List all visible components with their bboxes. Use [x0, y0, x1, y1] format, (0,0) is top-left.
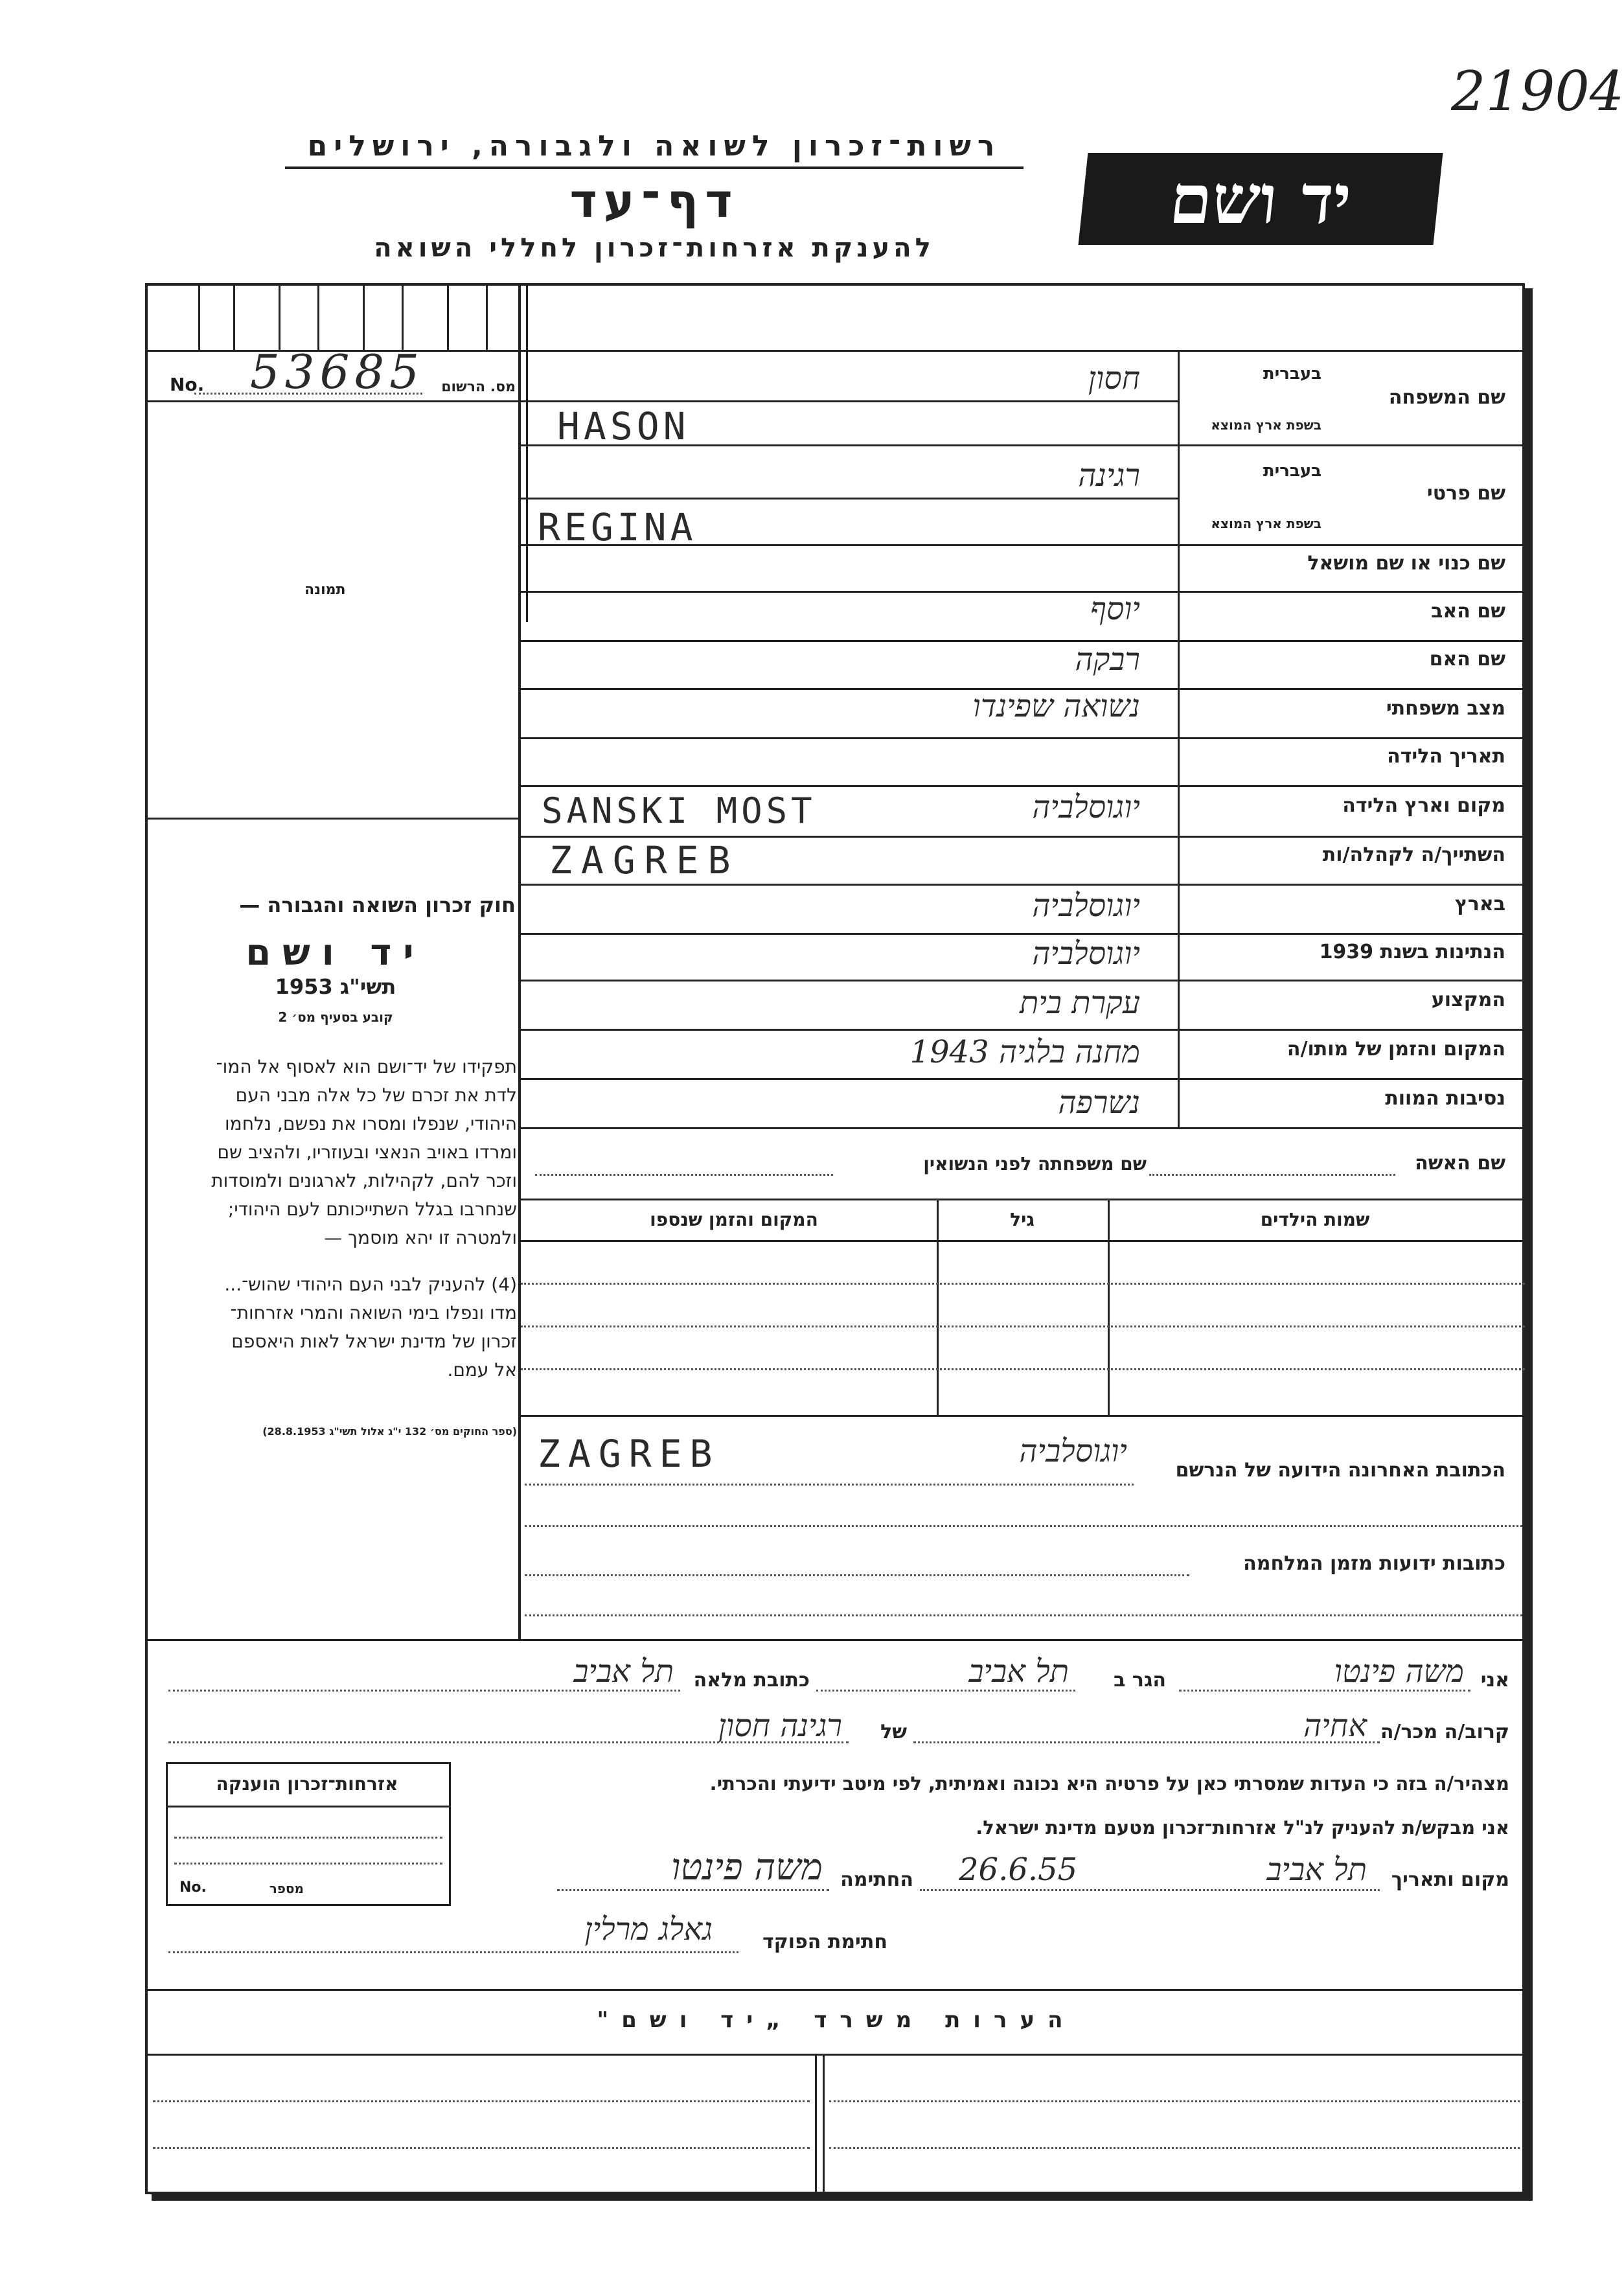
- citizenship-no-label: No.: [179, 1879, 207, 1896]
- registration-number: 53685: [250, 345, 425, 399]
- citizenship-granted-box: [166, 1762, 451, 1906]
- declaration-text: מצהיר/ה בזה כי העדות שמסרתי כאן על פרטיה היא נכונה ואמיתית, לפי מיטב ידיעתי והכרתי.: [709, 1773, 1509, 1795]
- last-address-label: הכתובת האחרונה הידועה של הנרשם: [1175, 1459, 1505, 1482]
- death-circumstances-value: נשרפה: [1058, 1084, 1140, 1121]
- relative-label: קרוב/ה מכר/ה: [1380, 1721, 1509, 1743]
- law-year: תשי"ג 1953: [275, 974, 396, 999]
- law-line: וזכר להם, לקהילות, לארגונים ולמוסדות: [211, 1170, 517, 1191]
- header-authority: רשות־זכרון לשואה ולגבורה, ירושלים: [285, 130, 1024, 169]
- photo-label: תמונה: [304, 582, 346, 598]
- community-label: השתייך/ה לקהלה/ות: [1322, 843, 1505, 866]
- inspector-signature: גאלג מרלין: [584, 1911, 713, 1947]
- law-line: (4) להעניק לבני העם היהודי שהוש־...: [224, 1274, 517, 1295]
- law-line: ולמטרה זו יהא מוסמך —: [324, 1227, 517, 1248]
- marital-status-label: מצב משפחתי: [1386, 697, 1505, 720]
- frame-shadow-right: [1525, 288, 1533, 2199]
- family-name-label: שם המשפחה: [1388, 386, 1505, 409]
- law-citation: (ספר החוקים מס׳ 132 י"ג אלול תשי"ג 28.8.1953): [262, 1425, 517, 1438]
- logo-text: יד ושם: [1166, 159, 1355, 239]
- declaration-place: תל אביב: [1266, 1852, 1367, 1888]
- archive-number: 21904: [1451, 60, 1624, 123]
- declarant-i-label: אני: [1480, 1669, 1509, 1692]
- nationality-1939-label: הנתינות בשנת 1939: [1319, 941, 1505, 963]
- country-label: בארץ: [1454, 893, 1505, 915]
- children-place-time-header: המקום והזמן שנספו: [650, 1209, 818, 1230]
- first-name-label: שם פרטי: [1426, 482, 1505, 505]
- wife-name-label: שם האשה: [1415, 1152, 1505, 1175]
- family-name-origin-sublabel: בשפת ארץ המוצא: [1211, 417, 1321, 433]
- first-name-hebrew-value: רגינה: [1078, 457, 1140, 494]
- law-section: קובע בסעיף מס׳ 2: [278, 1009, 393, 1025]
- birthplace-hebrew-value: יוגוסלביה: [1032, 789, 1140, 825]
- header-subtitle: להענקת אזרחות־זכרון לחללי השואה: [374, 233, 935, 263]
- death-place-time-value: מחנה בלגיה 1943: [909, 1034, 1140, 1070]
- mother-name-label: שם האם: [1429, 648, 1505, 671]
- law-line: לדת את זכרם של כל אלה מבני העם: [235, 1084, 517, 1106]
- children-age-header: גיל: [1010, 1209, 1035, 1230]
- declarant-city: תל אביב: [968, 1653, 1069, 1690]
- mother-name-value: רבקה: [1075, 641, 1140, 678]
- last-address-latin-value: ZAGREB: [538, 1432, 720, 1476]
- law-line: היהודי, שנפלו ומסרו את נפשם, נלחמו: [225, 1113, 517, 1134]
- death-circumstances-label: נסיבות המוות: [1385, 1087, 1505, 1110]
- office-notes-title: הערות משרד „יד ושם": [597, 2007, 1076, 2033]
- full-address-label: כתובת מלאה: [693, 1669, 810, 1692]
- law-line: אל עמם.: [447, 1359, 517, 1381]
- law-line: מדו ונפלו בימי השואה והמרי אזרחות־: [230, 1302, 517, 1324]
- resides-label: הגר ב: [1114, 1669, 1166, 1692]
- community-latin-value: ZAGREB: [549, 838, 740, 882]
- registration-no-label: No.: [170, 374, 205, 395]
- inspector-signature-label: חתימת הפוקד: [762, 1931, 887, 1953]
- declarant-address: תל אביב: [573, 1653, 674, 1690]
- declarant-relation: אחיה: [1303, 1708, 1367, 1744]
- yad-vashem-logo: [1079, 153, 1443, 245]
- law-heading: חוק זכרון השואה והגבורה —: [239, 893, 516, 917]
- place-date-label: מקום ותאריך: [1391, 1868, 1509, 1891]
- birthplace-label: מקום וארץ הלידה: [1342, 794, 1505, 817]
- birth-date-label: תאריך הלידה: [1387, 745, 1505, 768]
- of-label: של: [880, 1721, 907, 1743]
- father-name-label: שם האב: [1431, 600, 1505, 623]
- victim-name: רגינה חסון: [718, 1708, 842, 1744]
- first-name-latin-value: REGINA: [538, 505, 697, 549]
- law-line: שנחרבו בגלל השתייכותם לעם היהודי;: [227, 1199, 517, 1220]
- last-address-hebrew-value: יוגוסלביה: [1019, 1433, 1127, 1469]
- request-text: אני מבקש/ת להעניק לנ"ל אזרחות־זכרון מטעם מדינת ישראל.: [976, 1817, 1509, 1839]
- left-column-divider: [518, 285, 521, 1640]
- family-name-hebrew-value: חסון: [1088, 360, 1140, 396]
- family-name-latin-value: HASON: [557, 404, 690, 448]
- marital-status-value: נשואה שפינדו: [972, 688, 1140, 724]
- family-name-hebrew-sublabel: בעברית: [1263, 364, 1321, 384]
- children-names-header: שמות הילדים: [1260, 1209, 1370, 1230]
- death-place-time-label: המקום והזמן של מותו/ה: [1287, 1038, 1505, 1061]
- declarant-signature: משה פינטו: [671, 1846, 823, 1888]
- father-name-value: יוסף: [1090, 591, 1140, 627]
- law-title: יד ושם: [246, 932, 426, 974]
- nationality-1939-value: יוגוסלביה: [1032, 935, 1140, 972]
- maiden-name-label: שם משפחתה לפני הנשואין: [923, 1153, 1147, 1175]
- law-line: זכרון של מדינת ישראל לאות היאספם: [231, 1331, 517, 1352]
- declarant-name: משה פינטו: [1334, 1653, 1464, 1690]
- citizenship-number-label: מספר: [269, 1881, 304, 1896]
- law-line: ומרדו באויב הנאצי ובעוזריו, ולהציב שם: [217, 1142, 517, 1163]
- citizenship-box-title: אזרחות־זכרון הוענקה: [216, 1773, 398, 1795]
- law-line: תפקידו של יד־ושם הוא לאסוף אל המו־: [216, 1056, 517, 1077]
- profession-label: המקצוע: [1431, 989, 1505, 1011]
- signature-label: החתימה: [840, 1868, 913, 1891]
- war-addresses-label: כתובות ידועות מזמן המלחמה: [1243, 1552, 1505, 1575]
- page-title: דף־עד: [569, 174, 739, 228]
- first-name-origin-sublabel: בשפת ארץ המוצא: [1211, 516, 1321, 531]
- left-column-divider-inner: [526, 285, 528, 622]
- profession-value: עקרת בית: [1020, 985, 1140, 1021]
- country-value: יוגוסלביה: [1032, 888, 1140, 924]
- declaration-date: 26.6.55: [959, 1852, 1078, 1888]
- nickname-label: שם כנוי או שם מושאל: [1307, 552, 1505, 575]
- first-name-hebrew-sublabel: בעברית: [1263, 461, 1321, 481]
- birthplace-latin-value: SANSKI MOST: [542, 790, 816, 831]
- frame-shadow-bottom: [152, 2194, 1533, 2201]
- registration-label: מס. הרשום: [441, 379, 516, 395]
